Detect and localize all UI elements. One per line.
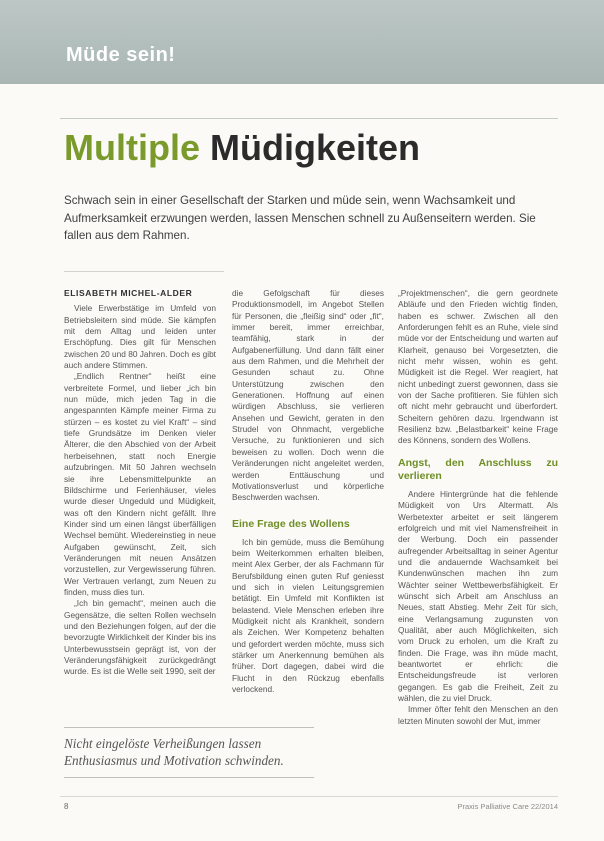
pullquote-rule-top (64, 727, 314, 728)
paragraph: Ich bin gemüde, muss die Bemühung beim Weiterkommen erhalten bleiben, meint Alex Gerber, der als Fachmann für Berufsbildung einen guten Ruf geniesst und sich in vielen Leitungsgremien betätigt. Ein Umfeld mit Konflikten ist belastend. Viele Menschen erleben ihre Müdigkeit nicht als Krankheit, sondern als Zeichen. Wer Kompetenz behalten und gefordert werden möchte, muss sich stärker um Anerkennung bemühen als früher. Dort dagegen, dabei wird die Flucht in den Rückzug ebenfalls verlockend. (232, 536, 384, 694)
article-column-2 (232, 288, 384, 695)
lead-paragraph: Schwach sein in einer Gesellschaft der Starken und müde sein, wenn Wachsamkeit und Aufmerksamkeit erzwungen werden, lassen Menschen schnell zu Außenseitern werden. Sie fallen aus dem Rahmen. (64, 194, 536, 242)
paragraph: „Ich bin gemacht“, meinen auch die Gegensätze, die selten Rollen wechseln und den Beziehungen folgen, auf der die bevorzugte Wirklichkeit der Kinder bis ins Unterbewusstsein geprägt ist, von der Veränderungsfähigkeit zurückgedrängt wurde. Es ist die Welle seit 1990, seit der (64, 598, 216, 677)
magazine-footer: Praxis Palliative Care 22/2014 (457, 802, 558, 811)
paragraph: die Gefolgschaft für dieses Produktionsmodell, im Angebot Stellen für Personen, die „fleißig sind“ oder „fit“, immer bereit, immer erreichbar, teamfähig, stark in der Aufgabenerfüllung. Und dann fällt einer aus dem Rahmen, und die Mehrheit der Gesunden schaut zu. Ohne Unterstützung zwischen den Generationen. Hoffnung auf einen würdigen Abschluss, sie verlieren Ansehen und Gewicht, geraten in den Strudel von Ohnmacht, vergebliche Versuche, zu funktionieren und sich beweisen zu wollen. Doch wenn die Veränderungen nicht angeleitet werden, werden Enttäuschung und Motivationsverlust und körperliche Beschwerden wachsen. (232, 288, 384, 503)
article-column-1 (64, 288, 216, 678)
footer-rule (60, 796, 558, 797)
title-accent: Multiple (64, 127, 200, 168)
paragraph: Viele Erwerbstätige im Umfeld von Betriebsleitern sind müde. Sie kämpfen mit dem Alltag und leiden unter Erschöpfung. Dies gilt für Menschen zwischen 20 und 80 Jahren. Doch es gibt auch andere Stimmen. (64, 303, 216, 371)
header-rule (60, 118, 558, 119)
lead-divider (64, 271, 224, 272)
article-column-3 (398, 288, 558, 727)
pullquote-rule-bottom (64, 777, 314, 778)
section-banner (0, 0, 604, 84)
subheading: Eine Frage des Wollens (232, 517, 350, 530)
title-rest: Müdigkeiten (210, 127, 421, 168)
paragraph: „Endlich Rentner“ heißt eine verbreitete Formel, und lieber „ich bin nun müde, mich jeden Tag in die angespannten Kämpfe meiner Firma zu stürzen – es kostet zu viel Kraft“ – sind tiefe Grundsätze im Denken vieler Älterer, die den Abschied von der Arbeit herbeisehnen, statt noch Energie aufzubringen. Mit 50 Jahren wechseln sie ihre Lebensmittelpunkte an Bildschirme und Ferienhäuser, vieles wurde dieser Ungeduld und Müdigkeit, was oft den Kindern nicht gefällt. Ihre Kinder sind um einen längst überfälligen Wechsel bemüht. Wiedereinstieg in neue Aufgaben gewünscht, Zeit, sich Veränderungen mit neuen Ansätzen vorzustellen, zur Vergewisserung führen. Wer Vertrauen verlangt, zum Neuen zu finden, muss dies tun. (64, 371, 216, 597)
paragraph: „Projektmenschen“, die gern geordnete Abläufe und den Frieden wichtig finden, haben es schwer. Zwischen all den Anforderungen fehlt es an Ruhe, viele sind müde vor der Entscheidung und warten auf Klarheit, genauso bei Vorgesetzten, die nicht mehr wissen, wohin es geht. Müdigkeit ist die Regel. Wer reagiert, hat nicht unbedingt zuerst gewonnen, dass sie von der Sache profitieren. Sie fühlen sich oft nicht mehr gebraucht und überfordert. Scheitern gehören dazu. Irgendwann ist Resilienz bzw. „Belastbarkeit“ keine Frage des Könnens, sondern des Wollens. (398, 288, 558, 446)
paragraph: Andere Hintergründe hat die fehlende Müdigkeit von Urs Altermatt. Als Werbetexter arbeitet er seit längerem erfolgreich und mit viel Namensfreiheit in der Werbung. Doch ein passender aufregender Arbeitsalltag in seiner Agentur und die andauernde Wachsamkeit bei Kundenwünschen machen ihn zum Wächter seiner Wettbewerbsfähigkeit. Er wünscht sich Arbeit am Anschluss an Neues, statt Abstieg. Mehr Zeit für sich, eine Verlangsamung zugunsten von Qualität, aber auch Möglichkeiten, sich vom Druck zu erholen, um die Kraft zu finden. Die Frage, was ihn müde macht, beantwortet er ehrlich: die Entscheidungsfreude ist verloren gegangen. Es gab die Freiheit, Zeit zu wählen, die zu viel Druck. (398, 488, 558, 703)
paragraph: Immer öfter fehlt den Menschen an den letzten Minuten sowohl der Mut, immer (398, 704, 558, 726)
pull-quote: Nicht eingelöste Verheißungen lassen Enthusiasmus und Motivation schwinden. (64, 736, 284, 768)
section-label: Müde sein! (66, 44, 176, 66)
page-title (64, 127, 420, 169)
page-number: 8 (64, 802, 69, 811)
author-byline: ELISABETH MICHEL-ALDER (64, 288, 193, 298)
subheading: Angst, den Anschluss zu verlieren (398, 456, 558, 482)
